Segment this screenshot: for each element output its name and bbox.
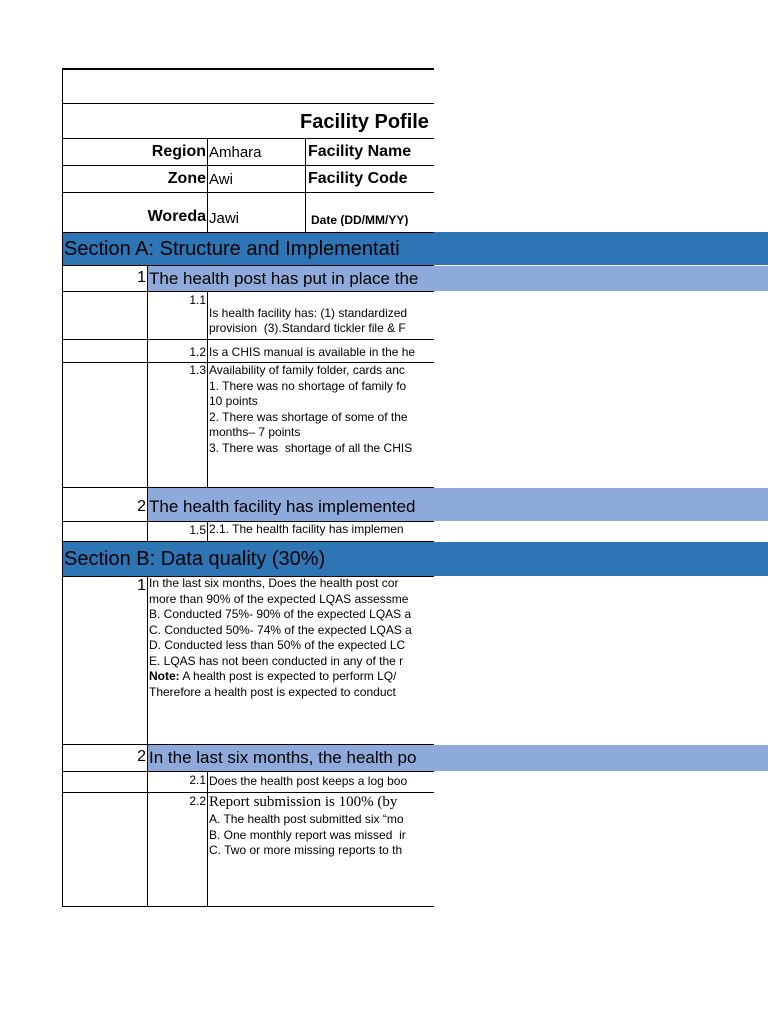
date-label: Date (DD/MM/YY)	[311, 214, 409, 226]
section-a-item1-text: The health post has put in place the	[149, 270, 419, 287]
sub-1-3-number: 1.3	[189, 364, 206, 376]
section-b-note-line2: Therefore a health post is expected to conduct	[149, 685, 396, 699]
sub-2-2-number: 2.2	[189, 795, 206, 807]
region-label: Region	[151, 144, 206, 160]
section-a-item1-number: 1	[137, 270, 146, 286]
section-b-item2-text: In the last six months, the health po	[149, 749, 417, 766]
sub-1-2-number: 1.2	[189, 346, 206, 358]
facility-name-label: Facility Name	[308, 144, 412, 160]
sub-1-1-number: 1.1	[189, 294, 206, 306]
section-b-title: Section B: Data quality (30%)	[64, 549, 326, 569]
sub-2-1-text: Does the health post keeps a log boo	[209, 774, 408, 788]
note-label: Note:	[149, 669, 180, 683]
sub-2-1-number: 2.1	[189, 774, 206, 786]
sub-1-1-line1: Is health facility has: (1) standardized	[209, 306, 408, 320]
form-title: Facility Pofile	[300, 112, 429, 132]
section-a-item2-text: The health facility has implemented	[149, 498, 416, 515]
sub-1-5-text: 2.1. The health facility has implemen	[209, 522, 404, 536]
section-a-title: Section A: Structure and Implementati	[64, 239, 400, 259]
sub-1-1-line2: provision (3).Standard tickler file & F	[209, 321, 406, 335]
note-text: A health post is expected to perform LQ/	[179, 669, 397, 683]
section-b-item1-number: 1	[137, 578, 146, 594]
sub-2-2-text: A. The health post submitted six “mo B. One monthly report was missed ir C. Two or more missing reports to th	[209, 812, 406, 858]
region-value: Amhara	[209, 145, 262, 160]
zone-label: Zone	[167, 171, 206, 187]
zone-value: Awi	[209, 172, 233, 187]
sub-2-2-heading: Report submission is 100% (by	[209, 795, 398, 810]
sub-1-3-text: Availability of family folder, cards anc 1. There was no shortage of family fo 10 points 2. There was shortage of some of the months– 7 points 3. There was shortage of all the CHIS	[209, 363, 413, 455]
section-b-item2-number: 2	[137, 749, 146, 765]
woreda-value: Jawi	[209, 211, 240, 226]
facility-code-label: Facility Code	[308, 171, 408, 187]
section-a-item2-number: 2	[137, 499, 146, 515]
section-b-note	[149, 669, 396, 685]
sub-1-2-text: Is a CHIS manual is available in the he	[209, 345, 416, 359]
woreda-label: Woreda	[147, 209, 206, 225]
sub-1-5-number: 1.5	[189, 524, 206, 536]
section-b-item1-text: In the last six months, Does the health post cor more than 90% of the expected LQAS assessme B. Conducted 75%- 90% of the expected LQAS a C. Conducted 50%- 74% of the expected LQAS a D. Conducted less than 50% of the expected LC E. LQAS has not been conducted in any of the r	[149, 576, 412, 668]
